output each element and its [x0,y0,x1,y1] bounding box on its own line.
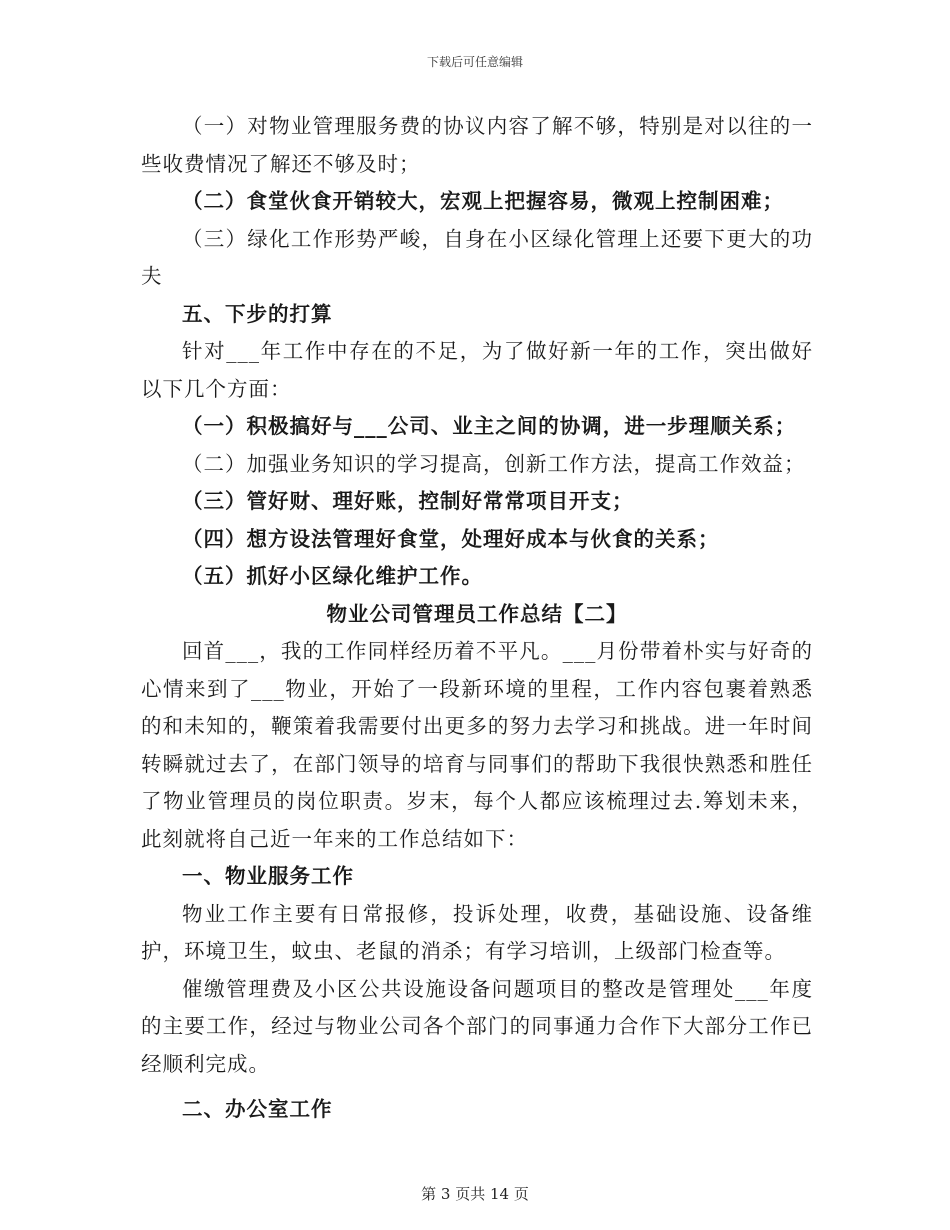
paragraph-bold: （二）食堂伙食开销较大，宏观上把握容易，微观上控制困难； [182,189,784,213]
paragraph-bold: （五）抓好小区绿化维护工作。 [182,564,483,588]
paragraph-bold: （一）积极搞好与___公司、业主之间的协调，进一步理顺关系； [182,414,797,438]
section-heading: 五、下步的打算 [182,301,333,326]
section-heading: 一、物业服务工作 [182,864,354,888]
paragraph-bold: （四）想方设法管理好食堂，处理好成本与伙食的关系； [182,526,720,551]
document-body [141,108,813,1129]
paragraph: 催缴管理费及小区公共设施设备问题项目的整改是管理处___年度的主要工作，经过与物业公司各个部门的同事通力合作下大部分工作已经顺利完成。 [141,976,813,1076]
paragraph: 回首___，我的工作同样经历着不平凡。___月份带着朴实与好奇的心情来到了___物业，开始了一段新环境的里程，工作内容包裹着熟悉的和未知的，鞭策着我需要付出更多的努力去学习和挑战。进一年时间转瞬就过去了，在部门领导的培育与同事们的帮助下我很快熟悉和胜任了物业管理员的岗位职责。岁末，每个人都应该梳理过去.筹划未来，此刻就将自己近一年来的工作总结如下： [141,639,813,851]
paragraph-bold: （三）管好财、理好账，控制好常常项目开支； [182,489,634,513]
paragraph: 物业工作主要有日常报修，投诉处理，收费，基础设施、设备维护，环境卫生，蚊虫、老鼠的消杀；有学习培训，上级部门检查等。 [141,901,813,963]
section-heading: 二、办公室工作 [182,1097,333,1121]
header-note: 下载后可任意编辑 [426,55,523,69]
paragraph: （三）绿化工作形势严峻，自身在小区绿化管理上还要下更大的功夫 [141,226,813,288]
page-footer: 第 3 页共 14 页 [421,1185,529,1203]
document-title: 物业公司管理员工作总结【二】 [326,601,628,626]
paragraph: （一）对物业管理服务费的协议内容了解不够，特别是对以往的一些收费情况了解还不够及时； [141,114,813,176]
paragraph: （二）加强业务知识的学习提高，创新工作方法，提高工作效益； [182,451,806,476]
paragraph: 针对___年工作中存在的不足，为了做好新一年的工作，突出做好以下几个方面： [141,339,813,401]
